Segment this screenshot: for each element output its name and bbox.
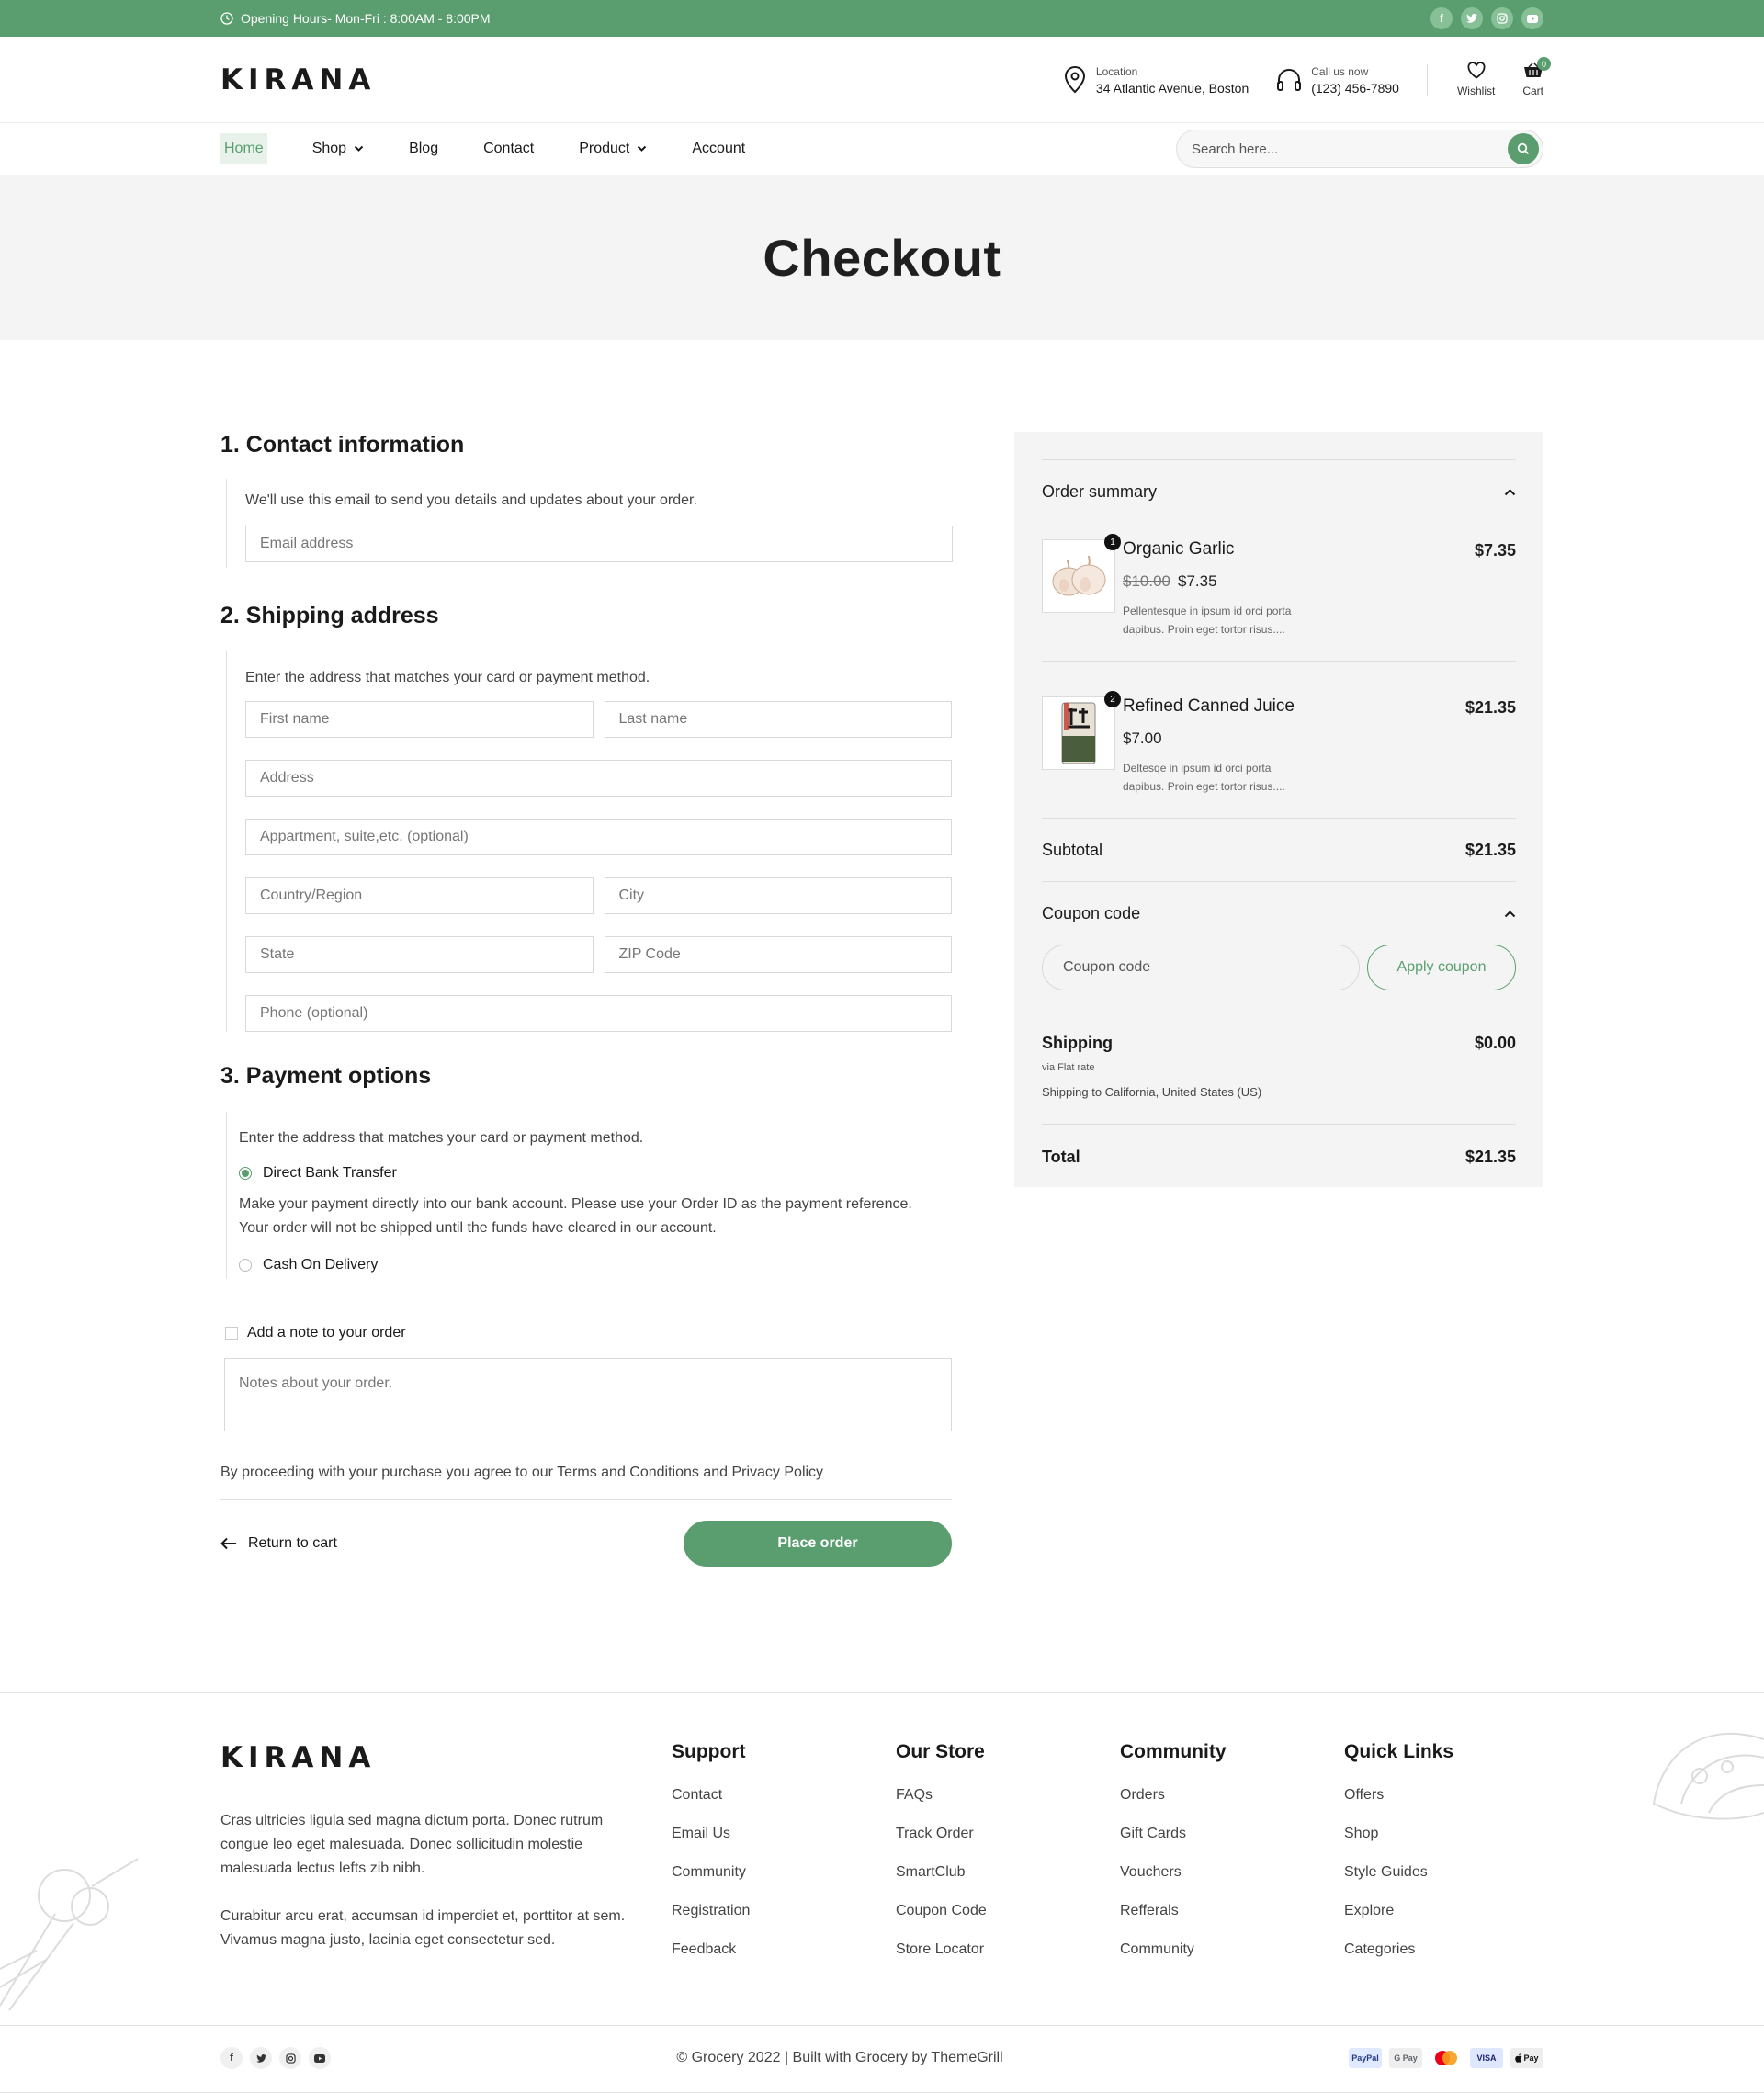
payment-methods: [1349, 2048, 1544, 2068]
nav-label: Blog: [409, 141, 439, 156]
nav-item-contact[interactable]: [483, 141, 534, 157]
phone-input[interactable]: [260, 1005, 937, 1022]
item-total: $21.35: [1464, 698, 1516, 717]
radio-selected-icon[interactable]: [239, 1167, 252, 1180]
paypal-label: PayPal: [1351, 2053, 1379, 2063]
coupon-input[interactable]: [1063, 959, 1339, 976]
footer-link[interactable]: Vouchers: [1120, 1864, 1182, 1880]
google-pay-icon: [1389, 2048, 1422, 2068]
footer-link[interactable]: Track Order: [896, 1826, 974, 1841]
nav-item-blog[interactable]: [409, 141, 438, 157]
shipping-label: Shipping: [1042, 1034, 1113, 1052]
twitter-icon[interactable]: [1461, 7, 1483, 29]
shipping-method: via Flat rate: [1042, 1062, 1095, 1073]
footer-link[interactable]: Shop: [1344, 1826, 1379, 1841]
footer-link[interactable]: Community: [1120, 1941, 1194, 1957]
subtotal-value: $21.35: [1464, 840, 1516, 859]
location-value: 34 Atlantic Avenue, Boston: [1095, 80, 1250, 96]
apple-pay-label: Pay: [1523, 2053, 1539, 2063]
facebook-icon[interactable]: f: [1430, 7, 1453, 29]
product-thumbnail: [1042, 696, 1115, 770]
footer-about-1: Cras ultricies ligula sed magna dictum porta. Donec rutrum congue leo eget malesuada. Donec sollicitudin molestie malesuada lectus lefts zib nibh.: [220, 1813, 604, 1876]
nav-item-product[interactable]: [579, 141, 647, 157]
shipping-section-title: 2. Shipping address: [220, 603, 439, 628]
last-name-field: [605, 701, 953, 738]
paypal-icon: [1349, 2048, 1382, 2068]
instagram-icon[interactable]: [1491, 7, 1513, 29]
zip-input[interactable]: [619, 946, 938, 963]
payment-option-label: Cash On Delivery: [263, 1257, 379, 1273]
google-pay-label: G Pay: [1394, 2053, 1418, 2063]
total-row: [1042, 1125, 1516, 1189]
quantity-badge: 1: [1104, 534, 1121, 550]
payment-section-title: 3. Payment options: [220, 1063, 432, 1089]
nav-label: Home: [224, 141, 264, 156]
product-description: Deltesqe in ipsum id orci porta dapibus. Proin eget tortor risus....: [1123, 762, 1285, 793]
subtotal-label: Subtotal: [1042, 840, 1103, 859]
footer-link[interactable]: SmartClub: [896, 1864, 966, 1880]
cart-label: Cart: [1522, 85, 1544, 97]
main-navigation: [0, 123, 1764, 175]
quantity-badge: 2: [1104, 691, 1121, 707]
terms-text: By proceeding with your purchase you agree to our Terms and Conditions and Privacy Policy: [220, 1465, 824, 1480]
country-input[interactable]: [260, 888, 579, 904]
nav-item-shop[interactable]: [312, 141, 364, 157]
state-input[interactable]: [260, 946, 579, 963]
contact-section-title: 1. Contact information: [220, 432, 465, 458]
footer-column-title: Community: [1120, 1741, 1227, 1762]
return-to-cart-label: Return to cart: [248, 1535, 337, 1551]
cart-item: [1042, 539, 1516, 661]
top-bar: [0, 0, 1764, 37]
instagram-icon[interactable]: [279, 2047, 301, 2069]
footer-column-our-store: [896, 1741, 987, 1980]
zip-field: [605, 936, 953, 973]
chevron-down-icon: [354, 145, 364, 153]
apartment-field: [245, 819, 952, 855]
wishlist-button[interactable]: [1457, 62, 1495, 97]
search-input[interactable]: [1192, 141, 1486, 157]
visa-label: VISA: [1476, 2053, 1497, 2063]
page-hero: [0, 175, 1764, 340]
coupon-title: Coupon code: [1042, 903, 1141, 922]
payment-option-label: Direct Bank Transfer: [263, 1165, 397, 1181]
footer-bottom-bar: [0, 2025, 1764, 2091]
footer-link[interactable]: Coupon Code: [896, 1903, 987, 1918]
site-header: [0, 37, 1764, 123]
phone-field: [245, 995, 952, 1032]
email-field: [245, 526, 953, 562]
nav-label: Product: [579, 141, 630, 156]
apartment-input[interactable]: [260, 829, 937, 845]
footer-column-title: Quick Links: [1344, 1741, 1454, 1762]
add-note-checkbox[interactable]: [225, 1327, 238, 1340]
footer-link[interactable]: Email Us: [672, 1826, 731, 1841]
first-name-input[interactable]: [260, 711, 579, 728]
payment-option-bank-transfer[interactable]: [239, 1165, 952, 1182]
call-value[interactable]: (123) 456-7890: [1311, 80, 1399, 96]
footer-column-title: Our Store: [896, 1741, 985, 1762]
shipping-row: [1042, 1013, 1516, 1124]
taco-illustration: [1626, 1712, 1764, 1859]
page-title: Checkout: [763, 228, 1001, 287]
shipping-destination: Shipping to California, United States (US): [1042, 1085, 1262, 1099]
city-field: [605, 877, 953, 914]
address-input[interactable]: [260, 770, 937, 786]
shipping-hint: Enter the address that matches your card or payment method.: [245, 670, 650, 685]
return-to-cart-link[interactable]: [220, 1535, 337, 1552]
cart-button[interactable]: [1522, 59, 1546, 97]
total-value: $21.35: [1464, 1147, 1516, 1166]
total-label: Total: [1042, 1147, 1080, 1166]
shipping-value: $0.00: [1474, 1034, 1516, 1052]
footer-column-quick-links: [1344, 1741, 1453, 1980]
search-button[interactable]: [1508, 133, 1539, 164]
footer-link[interactable]: Style Guides: [1344, 1864, 1428, 1880]
order-summary-title: Order summary: [1042, 481, 1158, 501]
contact-hint: We'll use this email to send you details and updates about your order.: [245, 492, 697, 508]
checkout-form: [220, 432, 952, 1567]
footer-link[interactable]: Orders: [1120, 1787, 1165, 1803]
site-logo[interactable]: KIRANA: [220, 63, 377, 96]
product-price: $7.00: [1123, 730, 1162, 747]
arrow-left-icon: [220, 1537, 237, 1550]
header-divider: [1427, 64, 1428, 96]
twitter-icon[interactable]: [250, 2047, 272, 2069]
item-total: $7.35: [1474, 541, 1516, 560]
product-price: $7.35: [1178, 572, 1217, 590]
place-order-button[interactable]: Place order: [684, 1521, 952, 1567]
country-field: [245, 877, 594, 914]
payment-option-cash-on-delivery[interactable]: [239, 1257, 952, 1273]
footer-column-community: [1120, 1741, 1227, 1980]
footer-link[interactable]: Gift Cards: [1120, 1826, 1187, 1841]
footer-link[interactable]: FAQs: [896, 1787, 933, 1803]
footer-about-2: Curabitur arcu erat, accumsan id imperdiet et, porttitor at sem. Vivamus magna justo, lacinia eget consectetur sed.: [220, 1908, 626, 1948]
apply-coupon-button[interactable]: Apply coupon: [1367, 945, 1516, 990]
search-bar: [1176, 130, 1544, 168]
product-thumbnail: [1042, 539, 1115, 613]
location-label: Location: [1095, 64, 1138, 78]
apple-pay-icon: [1510, 2048, 1544, 2068]
city-input[interactable]: [619, 888, 938, 904]
first-name-field: [245, 701, 594, 738]
facebook-icon[interactable]: f: [220, 2047, 243, 2069]
footer-link[interactable]: Community: [672, 1864, 746, 1880]
nav-label: Shop: [311, 141, 347, 156]
mastercard-icon: [1430, 2048, 1463, 2068]
radio-unselected-icon[interactable]: [239, 1259, 252, 1272]
footer-logo[interactable]: KIRANA: [220, 1741, 377, 1774]
opening-hours-text: Opening Hours- Mon-Fri : 8:00AM - 8:00PM: [241, 11, 491, 26]
product-name[interactable]: Refined Canned Juice: [1123, 696, 1295, 716]
product-description: Pellentesque in ipsum id orci porta dapibus. Proin eget tortor risus....: [1123, 605, 1292, 636]
last-name-input[interactable]: [619, 711, 938, 728]
wishlist-label: Wishlist: [1456, 85, 1496, 97]
visa-icon: [1470, 2048, 1503, 2068]
bank-transfer-description: Make your payment directly into our bank account. Please use your Order ID as the payment reference. Your order will not be shipped until the funds have cleared in our account.: [239, 1196, 912, 1236]
nav-label: Account: [692, 141, 746, 156]
footer-link[interactable]: Contact: [672, 1787, 723, 1803]
subtotal-row: [1042, 819, 1516, 881]
cart-count-badge: 0: [1537, 57, 1551, 71]
footer-link[interactable]: Refferals: [1120, 1903, 1179, 1918]
address-field: [245, 760, 952, 797]
coupon-field: [1042, 945, 1360, 990]
footer-column-support: [672, 1741, 750, 1980]
chevron-down-icon: [637, 145, 647, 153]
add-note-option[interactable]: [225, 1325, 952, 1341]
actions-divider: [220, 1499, 952, 1500]
location-info: [1063, 65, 1249, 96]
footer-link[interactable]: Categories: [1344, 1941, 1416, 1957]
footer-link[interactable]: Explore: [1344, 1903, 1395, 1918]
footer-link[interactable]: Registration: [672, 1903, 751, 1918]
footer-link[interactable]: Store Locator: [896, 1941, 985, 1957]
order-notes-textarea[interactable]: [239, 1375, 937, 1409]
order-summary-panel: [1014, 432, 1544, 1187]
clock-icon: [220, 12, 233, 25]
youtube-icon[interactable]: [1521, 7, 1544, 29]
footer-column-title: Support: [672, 1741, 746, 1762]
garlic-image: [1048, 554, 1109, 598]
call-info: [1276, 65, 1399, 96]
ice-cream-illustration: [0, 1831, 147, 2015]
headphones-icon: [1276, 68, 1302, 92]
state-field: [245, 936, 594, 973]
order-notes-field: [224, 1358, 952, 1431]
nav-item-account[interactable]: [692, 141, 745, 157]
old-price: $10.00: [1123, 572, 1170, 590]
opening-hours: [220, 11, 491, 26]
order-summary-header[interactable]: [1042, 460, 1516, 523]
nav-label: Contact: [483, 141, 535, 156]
heart-icon: [1467, 62, 1486, 79]
youtube-icon[interactable]: [309, 2047, 331, 2069]
chevron-up-icon[interactable]: [1504, 910, 1516, 918]
email-input[interactable]: [260, 536, 938, 552]
coupon-header[interactable]: [1042, 882, 1516, 945]
call-label: Call us now: [1311, 64, 1369, 78]
search-icon: [1517, 142, 1530, 155]
location-pin-icon: [1063, 66, 1087, 94]
chevron-up-icon[interactable]: [1504, 488, 1516, 496]
cart-item: [1042, 696, 1516, 818]
footer-link[interactable]: Feedback: [672, 1941, 737, 1957]
payment-hint: Enter the address that matches your card or payment method.: [239, 1130, 644, 1146]
copyright-text: © Grocery 2022 | Built with Grocery by ThemeGrill: [676, 2050, 1003, 2065]
canned-juice-image: [1060, 699, 1097, 767]
product-name[interactable]: Organic Garlic: [1123, 539, 1235, 559]
footer-link[interactable]: Offers: [1344, 1787, 1385, 1803]
summary-divider: [1042, 661, 1516, 662]
add-note-label: Add a note to your order: [247, 1325, 406, 1341]
nav-item-home[interactable]: [220, 133, 267, 164]
